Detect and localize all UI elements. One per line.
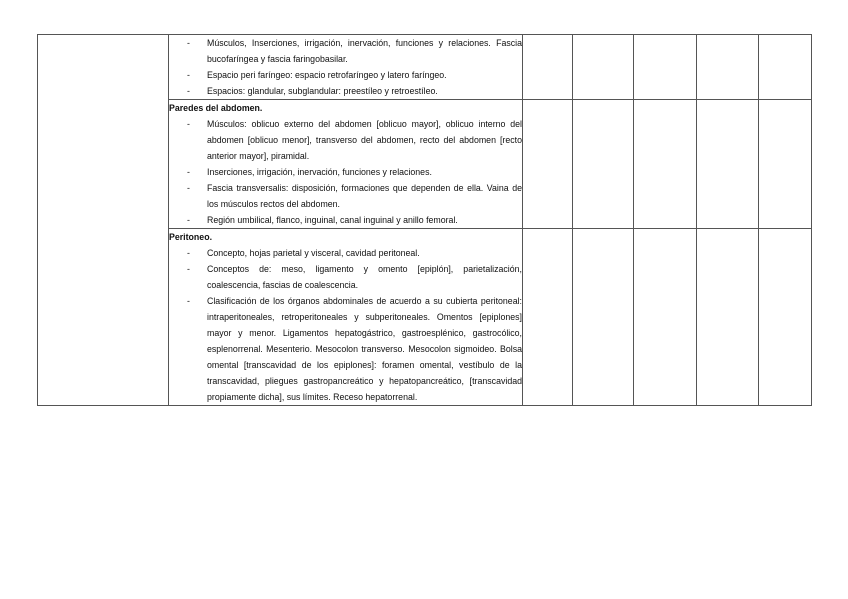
- blank-cell: [759, 229, 812, 406]
- topic-list: [169, 35, 522, 99]
- list-item: - Región umbilical, flanco, inguinal, canal inguinal y anillo femoral.: [187, 215, 458, 225]
- blank-cell: [697, 100, 759, 229]
- list-item: - Fascia transversalis: disposición, formaciones que dependen de ella. Vaina de los músculos rectos del abdomen.: [187, 183, 522, 209]
- blank-cell: [523, 229, 573, 406]
- list-item: - Conceptos de: meso, ligamento y omento [epiplón], parietalización, coalescencia, fascias de coalescencia.: [187, 264, 522, 290]
- table-row: [38, 35, 812, 100]
- list-item: - Inserciones, irrigación, inervación, funciones y relaciones.: [187, 167, 432, 177]
- blank-cell: [573, 229, 634, 406]
- blank-cell: [634, 35, 697, 100]
- topic-cell: [169, 100, 523, 229]
- blank-cell: [759, 100, 812, 229]
- blank-cell: [573, 35, 634, 100]
- topic-list: [169, 116, 522, 228]
- list-item: - Espacio peri faríngeo: espacio retrofaríngeo y latero faríngeo.: [187, 70, 447, 80]
- blank-cell: [523, 100, 573, 229]
- list-item: - Clasificación de los órganos abdominales de acuerdo a su cubierta peritoneal: intraperitoneales, retroperitoneales y subperitoneales. Omentos [epiplones] mayor y menor. Ligamentos hepatogástrico, gastroesplénico, gastrocólico, esplenorrenal. Mesenterio. Mesocolon transverso. Mesocolon sigmoideo. Bolsa omental [transcavidad de los epiplones]: foramen omental, vestíbulo de la transcavidad, pliegues gastropancreático y hepatopancreático, [transcavidad propiamente dicha], sus límites. Receso hepatorrenal.: [187, 296, 522, 402]
- list-item: - Concepto, hojas parietal y visceral, cavidad peritoneal.: [187, 248, 420, 258]
- blank-cell: [697, 35, 759, 100]
- first-column-cell: [38, 35, 169, 406]
- blank-cell: [759, 35, 812, 100]
- list-item: - Músculos: oblicuo externo del abdomen [oblicuo mayor], oblicuo interno del abdomen [oblicuo menor], transverso del abdomen, recto del abdomen [recto anterior mayor], piramidal.: [187, 119, 522, 161]
- section-title: Paredes del abdomen.: [169, 103, 263, 113]
- blank-cell: [634, 229, 697, 406]
- topic-list: [169, 245, 522, 405]
- list-item: - Espacios: glandular, subglandular: preestíleo y retroestíleo.: [187, 86, 438, 96]
- topic-cell: [169, 229, 523, 406]
- blank-cell: [573, 100, 634, 229]
- topic-cell: [169, 35, 523, 100]
- syllabus-table: [37, 34, 812, 406]
- section-title: Peritoneo.: [169, 232, 213, 242]
- blank-cell: [523, 35, 573, 100]
- blank-cell: [697, 229, 759, 406]
- list-item: - Músculos, Inserciones, irrigación, inervación, funciones y relaciones. Fascia bucofaríngea y fascia faringobasilar.: [187, 38, 522, 64]
- blank-cell: [634, 100, 697, 229]
